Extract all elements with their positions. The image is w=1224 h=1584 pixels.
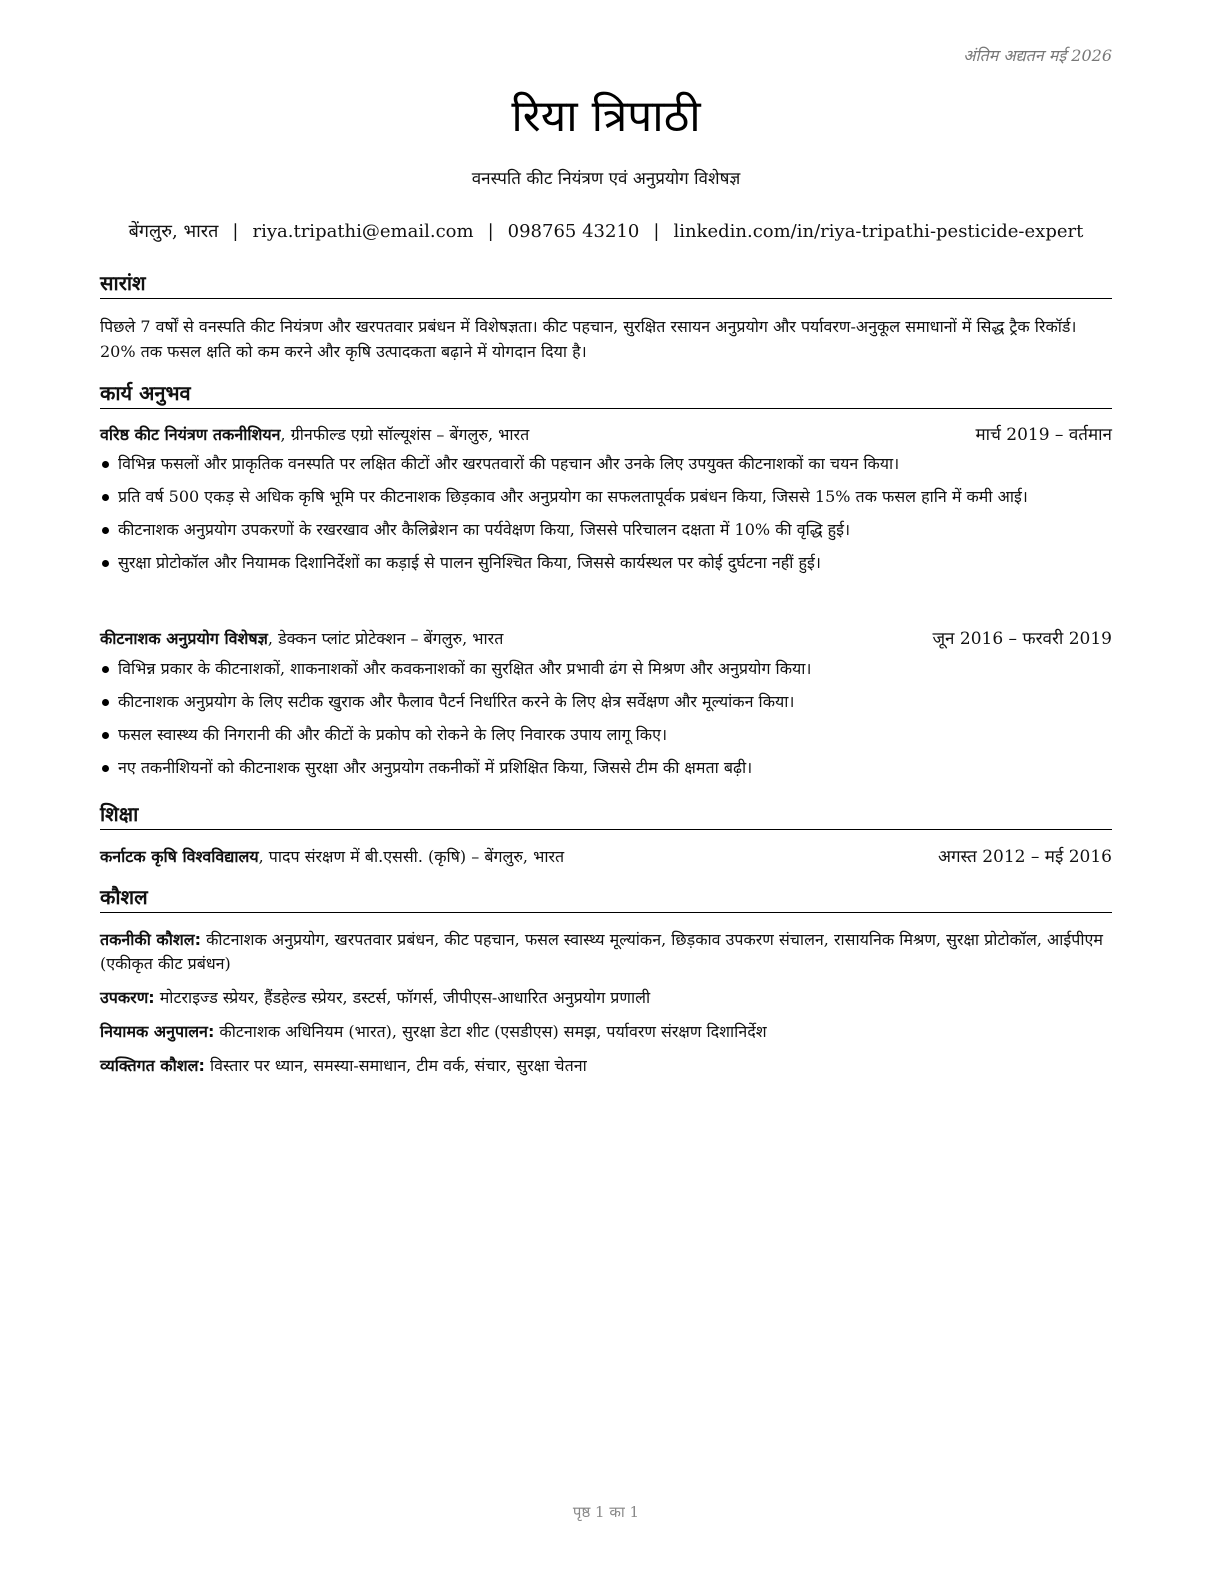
education-entry bbox=[100, 846, 1112, 868]
job-bullets bbox=[100, 452, 1112, 584]
contact-separator: | bbox=[232, 221, 239, 242]
list-item: कीटनाशक अनुप्रयोग के लिए सटीक खुराक और फैलाव पैटर्न निर्धारित करने के लिए क्षेत्र सर्वेक्षण और मूल्यांकन किया। bbox=[100, 690, 1112, 714]
contact-phone: 098765 43210 bbox=[507, 221, 640, 242]
school-name: कर्नाटक कृषि विश्वविद्यालय bbox=[100, 847, 259, 866]
page-number: पृष्ठ 1 का 1 bbox=[572, 1503, 640, 1521]
summary-heading: सारांश bbox=[100, 270, 1112, 299]
candidate-name: रिया त्रिपाठी bbox=[511, 91, 701, 142]
skill-row bbox=[100, 1054, 1112, 1078]
skill-row bbox=[100, 986, 1112, 1010]
job-bullets bbox=[100, 657, 1112, 789]
contact-separator: | bbox=[487, 221, 494, 242]
education-heading: शिक्षा bbox=[100, 801, 1112, 830]
skills-heading: कौशल bbox=[100, 884, 1112, 913]
list-item: कीटनाशक अनुप्रयोग उपकरणों के रखरखाव और कैलिब्रेशन का पर्यवेक्षण किया, जिससे परिचालन दक्षता में 10% की वृद्धि हुई। bbox=[100, 518, 1112, 542]
skill-row bbox=[100, 928, 1112, 976]
list-item: विभिन्न प्रकार के कीटनाशकों, शाकनाशकों और कवकनाशकों का सुरक्षित और प्रभावी ढंग से मिश्रण और अनुप्रयोग किया। bbox=[100, 657, 1112, 681]
job-header bbox=[100, 628, 1112, 650]
skill-value: कीटनाशक अधिनियम (भारत), सुरक्षा डेटा शीट (एसडीएस) समझ, पर्यावरण संरक्षण दिशानिर्देश bbox=[214, 1022, 767, 1041]
skill-value: कीटनाशक अनुप्रयोग, खरपतवार प्रबंधन, कीट पहचान, फसल स्वास्थ्य मूल्यांकन, छिड़काव उपकरण संचालन, रासायनिक मिश्रण, सुरक्षा प्रोटोकॉल, आईपीएम (एकीकृत कीट प्रबंधन) bbox=[100, 930, 1103, 973]
list-item: नए तकनीशियनों को कीटनाशक सुरक्षा और अनुप्रयोग तकनीकों में प्रशिक्षित किया, जिससे टीम की क्षमता बढ़ी। bbox=[100, 756, 1112, 780]
contact-linkedin[interactable]: linkedin.com/in/riya-tripathi-pesticide-expert bbox=[673, 221, 1084, 242]
degree: , पादप संरक्षण में बी.एससी. (कृषि) – बेंगलुरु, भारत bbox=[258, 847, 565, 866]
contact-separator: | bbox=[653, 221, 660, 242]
skill-label: तकनीकी कौशल: bbox=[100, 930, 201, 949]
headline: वनस्पति कीट नियंत्रण एवं अनुप्रयोग विशेषज्ञ bbox=[471, 169, 741, 189]
contact-email[interactable]: riya.tripathi@email.com bbox=[252, 221, 474, 242]
summary-text: पिछले 7 वर्षों से वनस्पति कीट नियंत्रण और खरपतवार प्रबंधन में विशेषज्ञता। कीट पहचान, सुरक्षित रसायन अनुप्रयोग और पर्यावरण-अनुकूल समाधानों में सिद्ध ट्रैक रिकॉर्ड। 20% तक फसल क्षति को कम करने और कृषि उत्पादकता बढ़ाने में योगदान दिया है। bbox=[100, 317, 1077, 361]
skill-label: व्यक्तिगत कौशल: bbox=[100, 1056, 205, 1075]
resume-page bbox=[100, 0, 1112, 1584]
skill-value: विस्तार पर ध्यान, समस्या-समाधान, टीम वर्क, संचार, सुरक्षा चेतना bbox=[204, 1056, 587, 1075]
list-item: प्रति वर्ष 500 एकड़ से अधिक कृषि भूमि पर कीटनाशक छिड़काव और अनुप्रयोग का सफलतापूर्वक प्रबंधन किया, जिससे 15% तक फसल हानि में कमी आई। bbox=[100, 485, 1112, 509]
skill-label: उपकरण: bbox=[100, 988, 155, 1007]
experience-heading: कार्य अनुभव bbox=[100, 380, 1112, 409]
skill-value: मोटराइज्ड स्प्रेयर, हैंडहेल्ड स्प्रेयर, डस्टर्स, फॉगर्स, जीपीएस-आधारित अनुप्रयोग प्रणाली bbox=[154, 988, 651, 1007]
job-dates: जून 2016 – फरवरी 2019 bbox=[932, 629, 1112, 649]
job-org: , डेक्कन प्लांट प्रोटेक्शन – बेंगलुरु, भारत bbox=[267, 629, 504, 648]
list-item: विभिन्न फसलों और प्राकृतिक वनस्पति पर लक्षित कीटों और खरपतवारों की पहचान और उनके लिए उपयुक्त कीटनाशकों का चयन किया। bbox=[100, 452, 1112, 476]
job-org: , ग्रीनफील्ड एग्रो सॉल्यूशंस – बेंगलुरु, भारत bbox=[280, 425, 530, 444]
job-dates: मार्च 2019 – वर्तमान bbox=[975, 425, 1112, 445]
skill-row bbox=[100, 1020, 1112, 1044]
job-header bbox=[100, 424, 1112, 446]
list-item: सुरक्षा प्रोटोकॉल और नियामक दिशानिर्देशों का कड़ाई से पालन सुनिश्चित किया, जिससे कार्यस्थल पर कोई दुर्घटना नहीं हुई। bbox=[100, 551, 1112, 575]
skill-label: नियामक अनुपालन: bbox=[100, 1022, 215, 1041]
job-role: कीटनाशक अनुप्रयोग विशेषज्ञ bbox=[100, 629, 268, 648]
job-role: वरिष्ठ कीट नियंत्रण तकनीशियन bbox=[100, 425, 281, 444]
contact-location: बेंगलुरु, भारत bbox=[128, 221, 219, 242]
education-dates: अगस्त 2012 – मई 2016 bbox=[937, 847, 1112, 867]
list-item: फसल स्वास्थ्य की निगरानी की और कीटों के प्रकोप को रोकने के लिए निवारक उपाय लागू किए। bbox=[100, 723, 1112, 747]
last-updated: अंतिम अद्यतन मई 2026 bbox=[963, 46, 1112, 65]
contact-line bbox=[100, 219, 1112, 243]
